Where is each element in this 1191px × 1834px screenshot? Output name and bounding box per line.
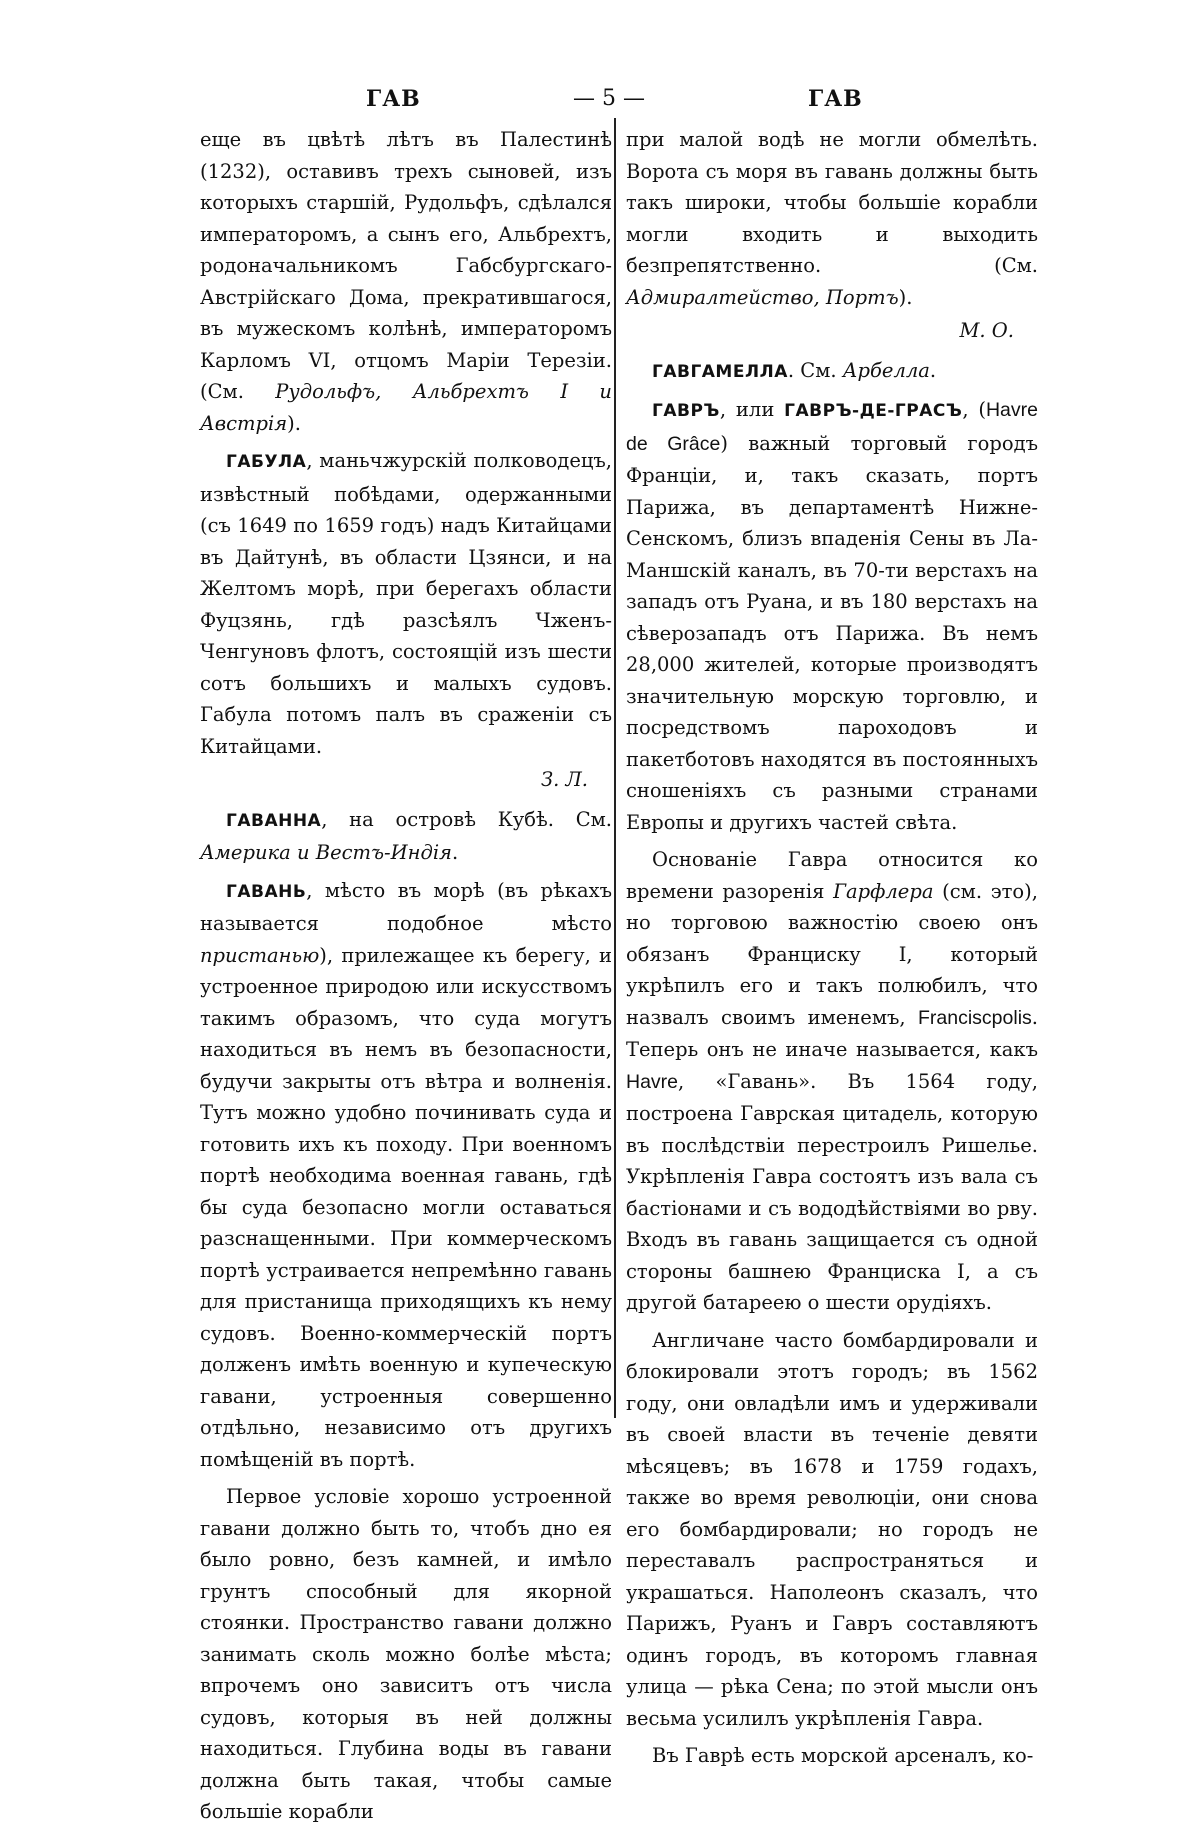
page-header bbox=[0, 86, 1191, 120]
entry-gavan: ГАВАНЬ, мѣсто въ морѣ (въ рѣкахъ называется подобное мѣсто пристанью), прилежащее къ берегу, и устроенное природою или искусствомъ такимъ образомъ, что суда могутъ находиться въ немъ въ безопасности, будучи закрыты отъ вѣтра и волненія. Тутъ можно удобно починивать суда и готовить ихъ къ походу. При военномъ портѣ необходима военная гавань, гдѣ бы суда безопасно могли оставаться разснащенными. При коммерческомъ портѣ устраивается непремѣнно гавань для пристанища приходящихъ къ нему судовъ. Военно-коммерческій портъ долженъ имѣть военную и купеческую гавани, устроенныя совершенно отдѣльно, независимо отъ другихъ помѣщеній въ портѣ. bbox=[200, 878, 612, 1471]
column-divider bbox=[614, 118, 616, 1418]
latin-name: Havre bbox=[626, 1070, 679, 1093]
entry-gabula: ГАБУЛА, маньчжурскій полководецъ, извѣстный побѣдами, одержанными (съ 1649 по 1659 годъ) надъ Китайцами въ Дайтунѣ, въ области Цзянси, и на Желтомъ морѣ, при берегахъ области Фуцзянь, гдѣ разсѣялъ Чженъ-Ченгуновъ флотъ, состоящій изъ шести сотъ большихъ и малыхъ судовъ. Габула потомъ палъ въ сраженіи съ Китайцами. bbox=[200, 449, 612, 758]
author-signature: З. Л. bbox=[540, 768, 588, 791]
paragraph: Въ Гаврѣ есть морской арсеналъ, ко- bbox=[652, 1744, 1034, 1767]
paragraph: Англичане часто бомбардировали и блокировали этотъ городъ; въ 1562 году, они овладѣли имъ и удерживали въ своей власти въ теченіе девяти мѣсяцевъ; въ 1678 и 1759 годахъ, также во время революціи, они снова его бомбардировали; но городъ не переставалъ распространяться и украшаться. Наполеонъ сказалъ, что Парижъ, Руанъ и Гавръ составляютъ одинъ городъ, въ которомъ главная улица — рѣка Сена; по этой мысли онъ весьма усилилъ укрѣпленія Гавра. bbox=[626, 1328, 1038, 1730]
right-column bbox=[626, 124, 1038, 1778]
author-signature: М. О. bbox=[959, 319, 1014, 342]
emphasis: пристанью bbox=[200, 943, 320, 967]
cross-reference[interactable]: Арбелла bbox=[842, 358, 930, 382]
paragraph: Первое условіе хорошо устроенной гавани должно быть то, чтобъ дно ея было ровно, безъ камней, и имѣло грунтъ способный для якорной стоянки. Пространство гавани должно занимать сколь можно болѣе мѣста; впрочемъ оно зависитъ отъ числа судовъ, которыя въ ней должны находиться. Глубина воды въ гавани должна быть такая, чтобы самые большіе корабли bbox=[200, 1485, 612, 1823]
entry-term: ГАВГАМЕЛЛА bbox=[652, 361, 788, 382]
entry-term-alt: ГАВРЪ-ДЕ-ГРАСЪ bbox=[784, 401, 963, 421]
cross-reference[interactable]: Рудольфъ, Альбрехтъ I и Австрія bbox=[200, 380, 612, 435]
left-column bbox=[200, 124, 612, 1834]
entry-gavr: ГАВРЪ, или ГАВРЪ-ДЕ-ГРАСЪ, (Havre de Grâce) важный торговый городъ Франціи, и, такъ сказать, портъ Парижа, въ департаментѣ Нижне-Сенскомъ, близъ впаденія Сены въ Ла-Маншскій каналъ, въ 70-ти верстахъ на западъ отъ Руана, и въ 180 верстахъ на сѣверозападъ отъ Парижа. Въ немъ 28,000 жителей, которые производятъ значительную морскую торговлю, и посредствомъ пароходовъ и пакетботовъ находятся въ постоянныхъ сношеніяхъ съ разными странами Европы и другихъ частей свѣта. bbox=[626, 398, 1038, 834]
cross-reference[interactable]: Адмиралтейство, Портъ bbox=[626, 285, 899, 309]
paragraph-continued: при малой водѣ не могли обмелѣть. Ворота съ моря въ гавань должны быть такъ широки, чтобы большіе корабли могли входить и выходить безпрепятственно. (См. Адмиралтейство, Портъ). bbox=[626, 128, 1038, 309]
cross-reference[interactable]: Гарфлера bbox=[833, 879, 934, 903]
entry-term: ГАВАНЬ bbox=[226, 881, 307, 902]
entry-havana: ГАВАННА, на островѣ Кубѣ. См. Америка и Вестъ-Индія. bbox=[200, 807, 612, 864]
entry-gavgamella: ГАВГАМЕЛЛА. См. Арбелла. bbox=[652, 358, 937, 382]
latin-name: Havre de Grâce bbox=[626, 399, 1038, 455]
cross-reference[interactable]: Америка и Вестъ-Индія bbox=[200, 841, 452, 864]
paragraph-continued: еще въ цвѣтѣ лѣтъ въ Палестинѣ (1232), оставивъ трехъ сыновей, изъ которыхъ старшій, Рудольфъ, сдѣлался императоромъ, а сынъ его, Альбрехтъ, родоначальникомъ Габсбургскаго-Австрійскаго Дома, прекратившагося, въ мужескомъ колѣнѣ, императоромъ Карломъ VI, отцомъ Маріи Терезіи. (См. Рудольфъ, Альбрехтъ I и Австрія). bbox=[200, 128, 612, 435]
header-left-keyword: ГАВ bbox=[366, 86, 421, 112]
entry-term: ГАБУЛА bbox=[226, 452, 307, 472]
entry-term: ГАВРЪ bbox=[652, 401, 720, 421]
entry-term: ГАВАННА bbox=[226, 810, 322, 831]
paragraph: Основаніе Гавра относится ко времени разоренія Гарфлера (см. это), но торговою важностію своею онъ обязанъ Франциску I, который укрѣпилъ его и такъ полюбилъ, что назвалъ своимъ именемъ, Franciscpolis. Теперь онъ не иначе называется, какъ Havre, «Гавань». Въ 1564 году, построена Гаврская цитадель, которую въ послѣдствіи перестроилъ Ришелье. Укрѣпленія Гавра состоятъ изъ вала съ бастіонами и съ вододѣйствіями во рву. Входъ въ гавань защищается съ одной стороны башнею Франциска I, а съ другой батареею о шести орудіяхъ. bbox=[626, 848, 1038, 1314]
header-right-keyword: ГАВ bbox=[808, 86, 863, 112]
page-number: — 5 — bbox=[573, 86, 645, 111]
latin-name: Franciscpolis bbox=[918, 1006, 1032, 1029]
